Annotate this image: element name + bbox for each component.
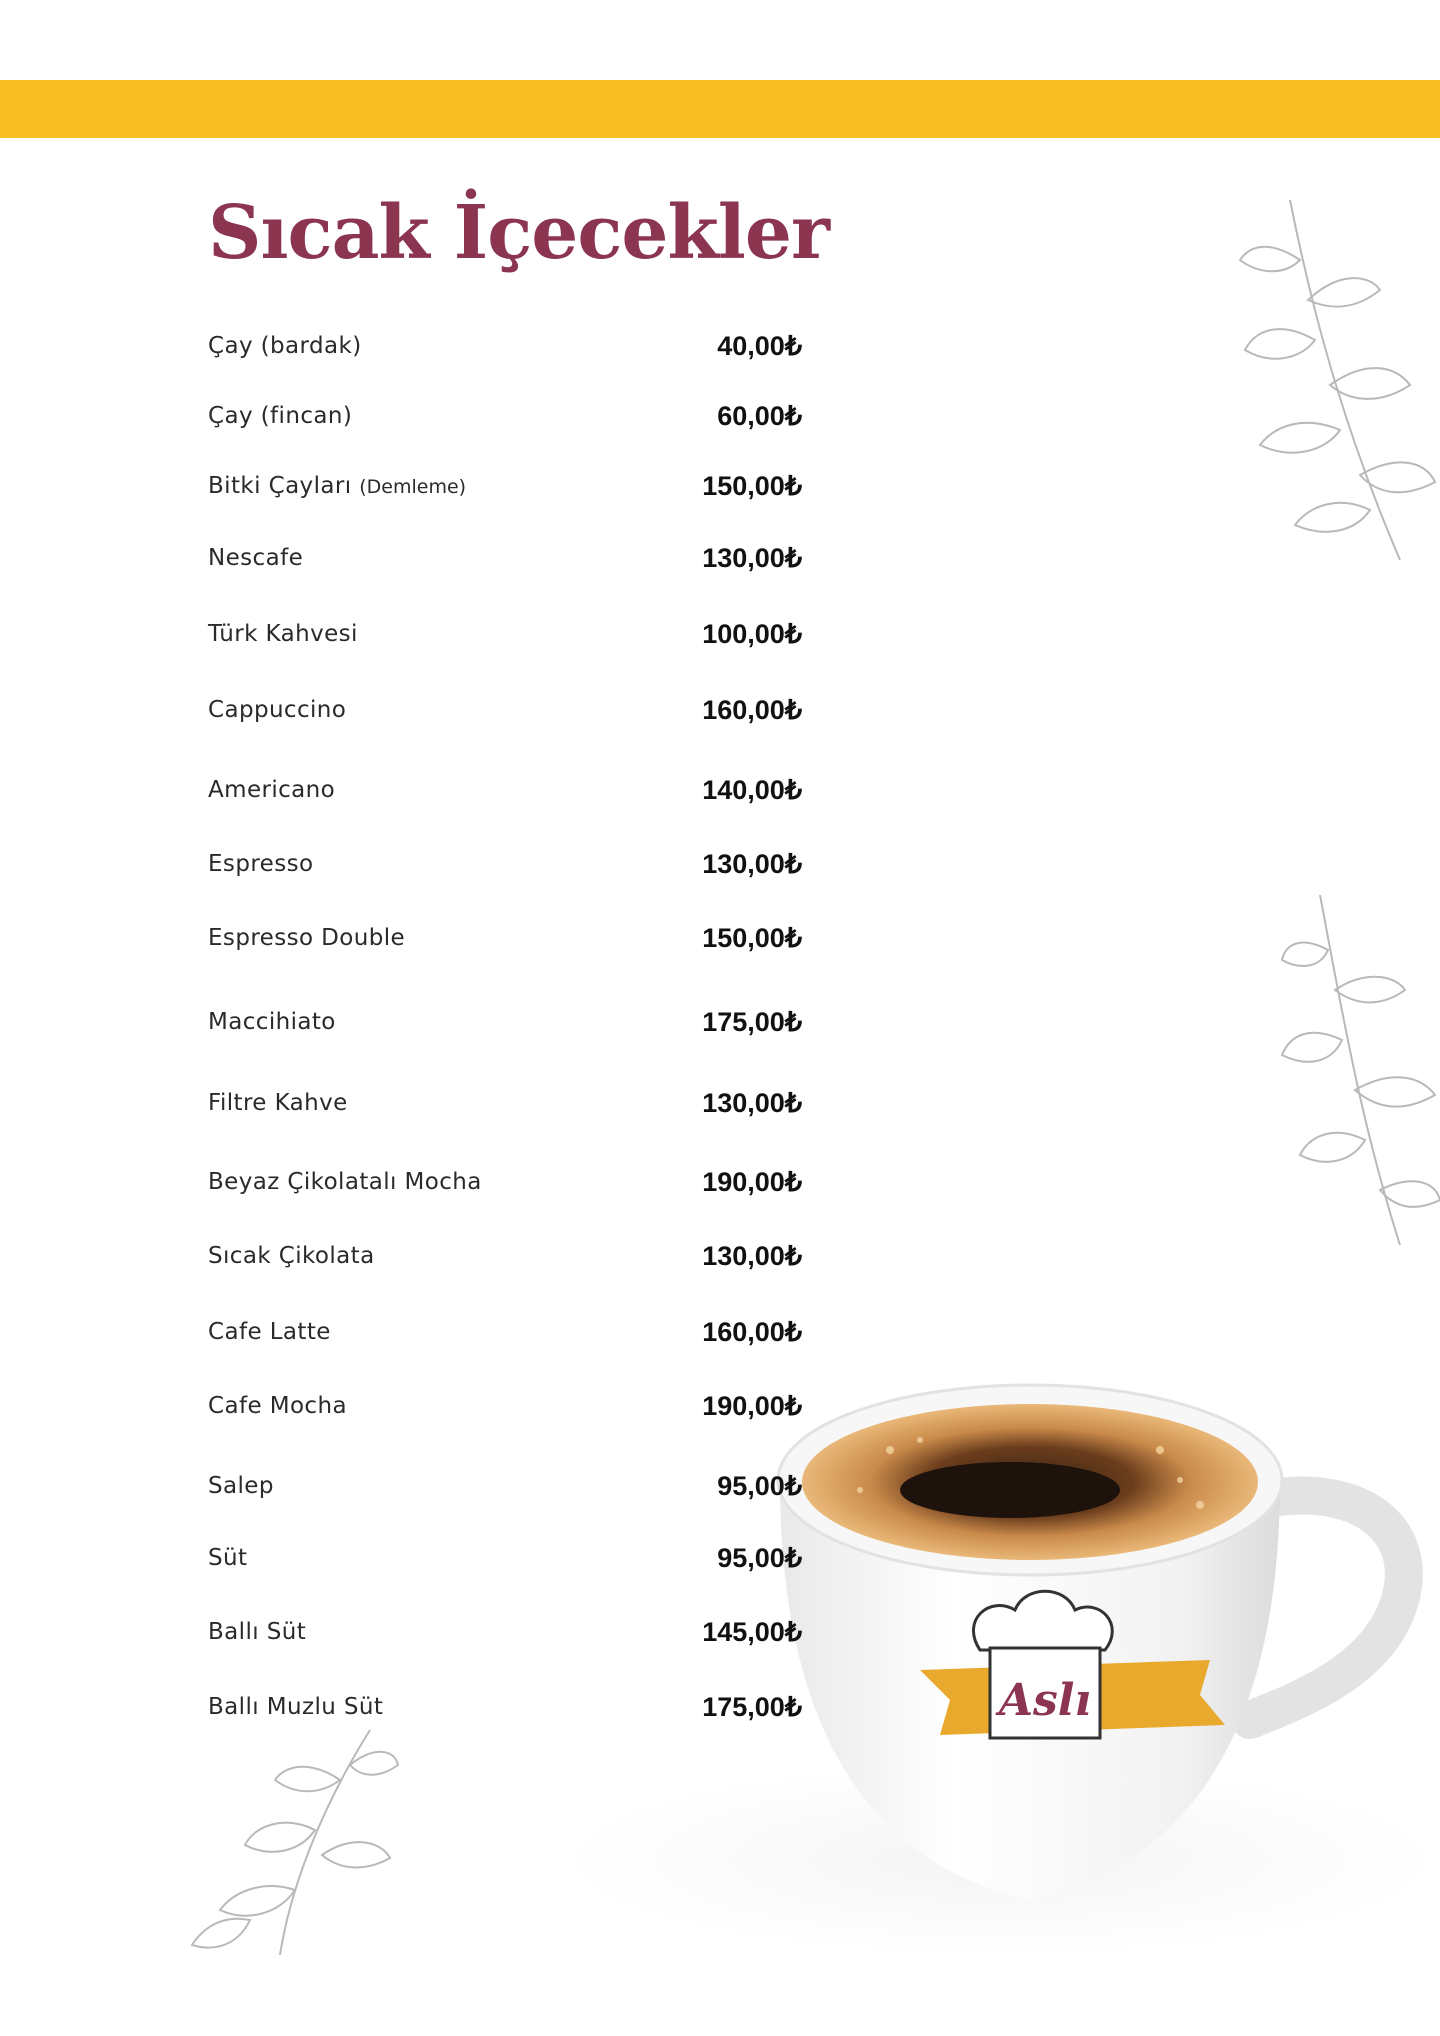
menu-item xyxy=(0,697,820,741)
menu-item xyxy=(0,777,820,821)
menu-item-name: Çay (bardak) xyxy=(208,333,362,359)
menu-item xyxy=(0,851,820,895)
menu-item xyxy=(0,1473,820,1517)
menu-item-price: 95,00₺ xyxy=(717,1543,802,1573)
menu-item xyxy=(0,1545,820,1589)
leaf-branch-icon xyxy=(1280,890,1440,1250)
menu-item-name: Espresso Double xyxy=(208,925,406,951)
menu-item-price: 190,00₺ xyxy=(702,1167,802,1197)
menu-item xyxy=(0,925,820,969)
menu-item xyxy=(0,473,820,517)
menu-item-name: Espresso xyxy=(208,851,314,877)
menu-item-name: Nescafe xyxy=(208,545,304,571)
menu-item-price: 175,00₺ xyxy=(702,1692,802,1722)
menu-item-name: Americano xyxy=(208,777,336,803)
menu-item-name: Bitki Çayları (Demleme) xyxy=(208,473,467,499)
menu-item-price: 100,00₺ xyxy=(702,619,802,649)
menu-item-name: Cafe Mocha xyxy=(208,1393,347,1419)
menu-item-price: 130,00₺ xyxy=(702,849,802,879)
menu-item-price: 130,00₺ xyxy=(702,1241,802,1271)
menu-item-name: Salep xyxy=(208,1473,274,1499)
menu-item xyxy=(0,1694,820,1738)
menu-item-price: 190,00₺ xyxy=(702,1391,802,1421)
menu-item-price: 175,00₺ xyxy=(702,1007,802,1037)
menu-item-name: Filtre Kahve xyxy=(208,1090,348,1116)
menu-item-price: 95,00₺ xyxy=(717,1471,802,1501)
menu-item-name: Türk Kahvesi xyxy=(208,621,358,647)
menu-item-note: (Demleme) xyxy=(359,476,467,498)
menu-item xyxy=(0,1169,820,1213)
header-accent-band xyxy=(0,80,1440,138)
leaf-branch-icon xyxy=(1230,190,1440,570)
menu-item xyxy=(0,1009,820,1053)
menu-item-price: 140,00₺ xyxy=(702,775,802,805)
menu-item xyxy=(0,621,820,665)
menu-item-name: Ballı Muzlu Süt xyxy=(208,1694,384,1720)
menu-item-name: Cafe Latte xyxy=(208,1319,331,1345)
page-title: Sıcak İçecekler xyxy=(208,190,829,276)
menu-item xyxy=(0,403,820,447)
menu-item-name: Süt xyxy=(208,1545,248,1571)
menu-item-name: Sıcak Çikolata xyxy=(208,1243,375,1269)
menu-item-name: Ballı Süt xyxy=(208,1619,307,1645)
menu-item-name: Maccihiato xyxy=(208,1009,336,1035)
menu-item-price: 150,00₺ xyxy=(702,471,802,501)
menu-item-price: 160,00₺ xyxy=(702,695,802,725)
brand-logo-text: Aslı xyxy=(998,1675,1092,1726)
menu-item-price: 130,00₺ xyxy=(702,1088,802,1118)
menu-item-price: 160,00₺ xyxy=(702,1317,802,1347)
menu-item-name: Cappuccino xyxy=(208,697,347,723)
menu-item-price: 40,00₺ xyxy=(717,331,802,361)
menu-item-price: 60,00₺ xyxy=(717,401,802,431)
menu-item xyxy=(0,1393,820,1437)
menu-item xyxy=(0,333,820,377)
menu-item xyxy=(0,1243,820,1287)
menu-item-price: 150,00₺ xyxy=(702,923,802,953)
menu-item-price: 130,00₺ xyxy=(702,543,802,573)
menu-item xyxy=(0,1619,820,1663)
menu-item xyxy=(0,545,820,589)
menu-item xyxy=(0,1319,820,1363)
menu-item-price: 145,00₺ xyxy=(702,1617,802,1647)
menu-item xyxy=(0,1090,820,1134)
leaf-branch-icon xyxy=(190,1720,400,1955)
menu-item-name: Çay (fincan) xyxy=(208,403,353,429)
menu-item-name: Beyaz Çikolatalı Mocha xyxy=(208,1169,482,1195)
